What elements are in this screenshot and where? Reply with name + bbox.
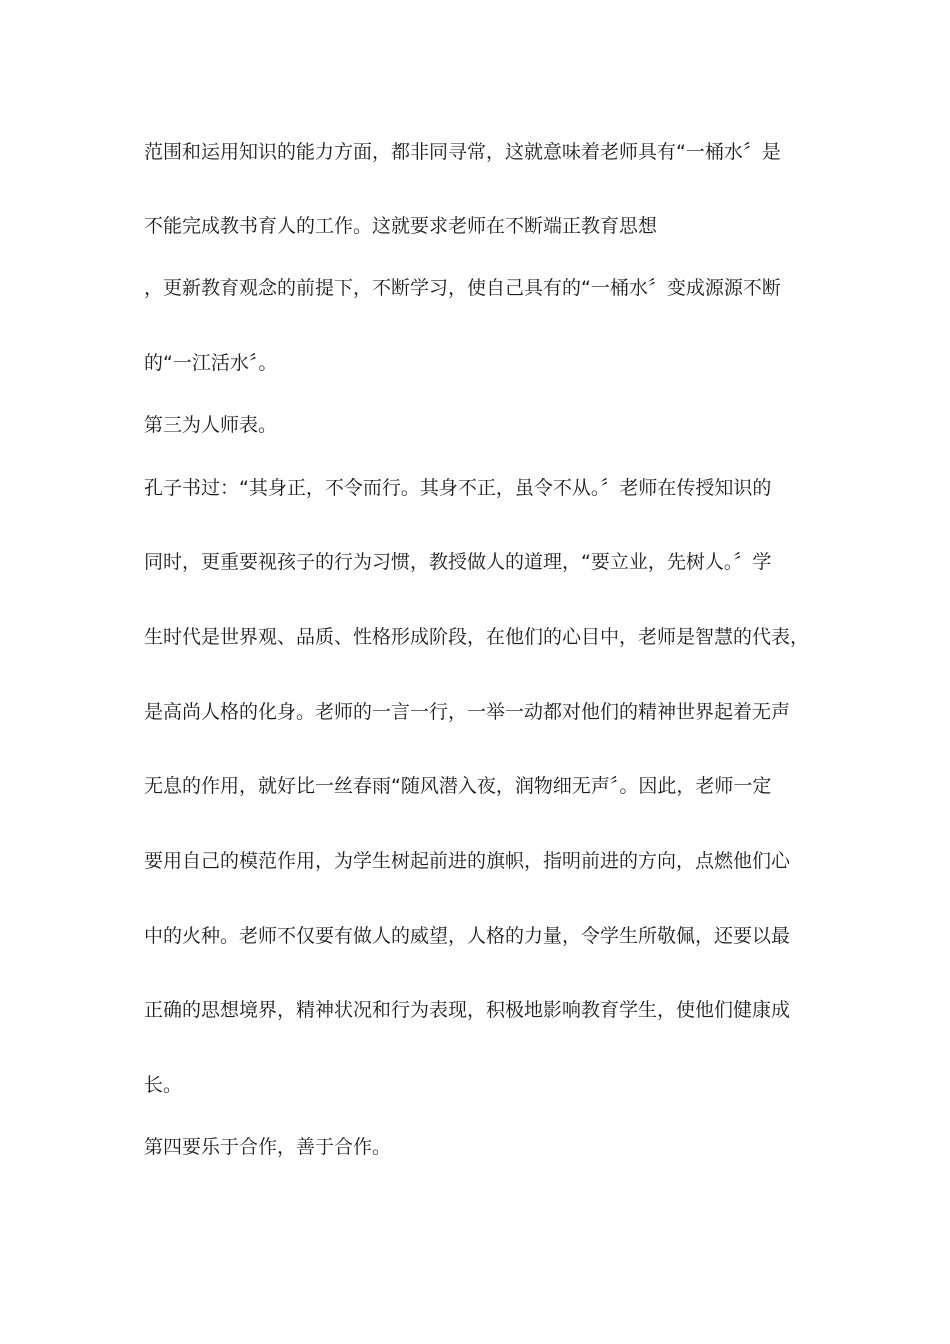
text-line: ，更新教育观念的前提下，不断学习，使自己具有的“一桶水〞变成源源不断 [144,277,781,299]
text-line: 孔子书过：“其身正，不令而行。其身不正，虽令不从。〞老师在传授知识的 [144,477,772,499]
text-line: 范围和运用知识的能力方面，都非同寻常，这就意味着老师具有“一桶水〞是 [144,141,781,163]
text-line: 长。 [144,1074,183,1096]
text-line: 要用自己的模范作用，为学生树起前进的旗帜，指明前进的方向，点燃他们心 [144,850,791,872]
text-line: 生时代是世界观、品质、性格形成阶段，在他们的心目中，老师是智慧的代表， [144,626,810,648]
text-line: 中的火种。老师不仅要有做人的威望，人格的力量，令学生所敬佩，还要以最 [144,925,791,947]
section-heading: 第四要乐于合作，善于合作。 [144,1136,392,1158]
text-line: 是高尚人格的化身。老师的一言一行，一举一动都对他们的精神世界起着无声 [144,701,791,723]
text-line: 正确的思想境界，精神状况和行为表现，积极地影响教育学生，使他们健康成 [144,999,791,1021]
text-line: 不能完成教书育人的工作。这就要求老师在不断端正教育思想 [144,215,658,237]
text-line: 无息的作用，就好比一丝春雨“随风潜入夜，润物细无声〞。因此，老师一定 [144,775,772,797]
text-line: 的“一江活水〞。 [144,352,278,374]
text-line: 同时，更重要视孩子的行为习惯，教授做人的道理，“要立业，先树人。〞学 [144,551,772,573]
section-heading: 第三为人师表。 [144,414,278,436]
